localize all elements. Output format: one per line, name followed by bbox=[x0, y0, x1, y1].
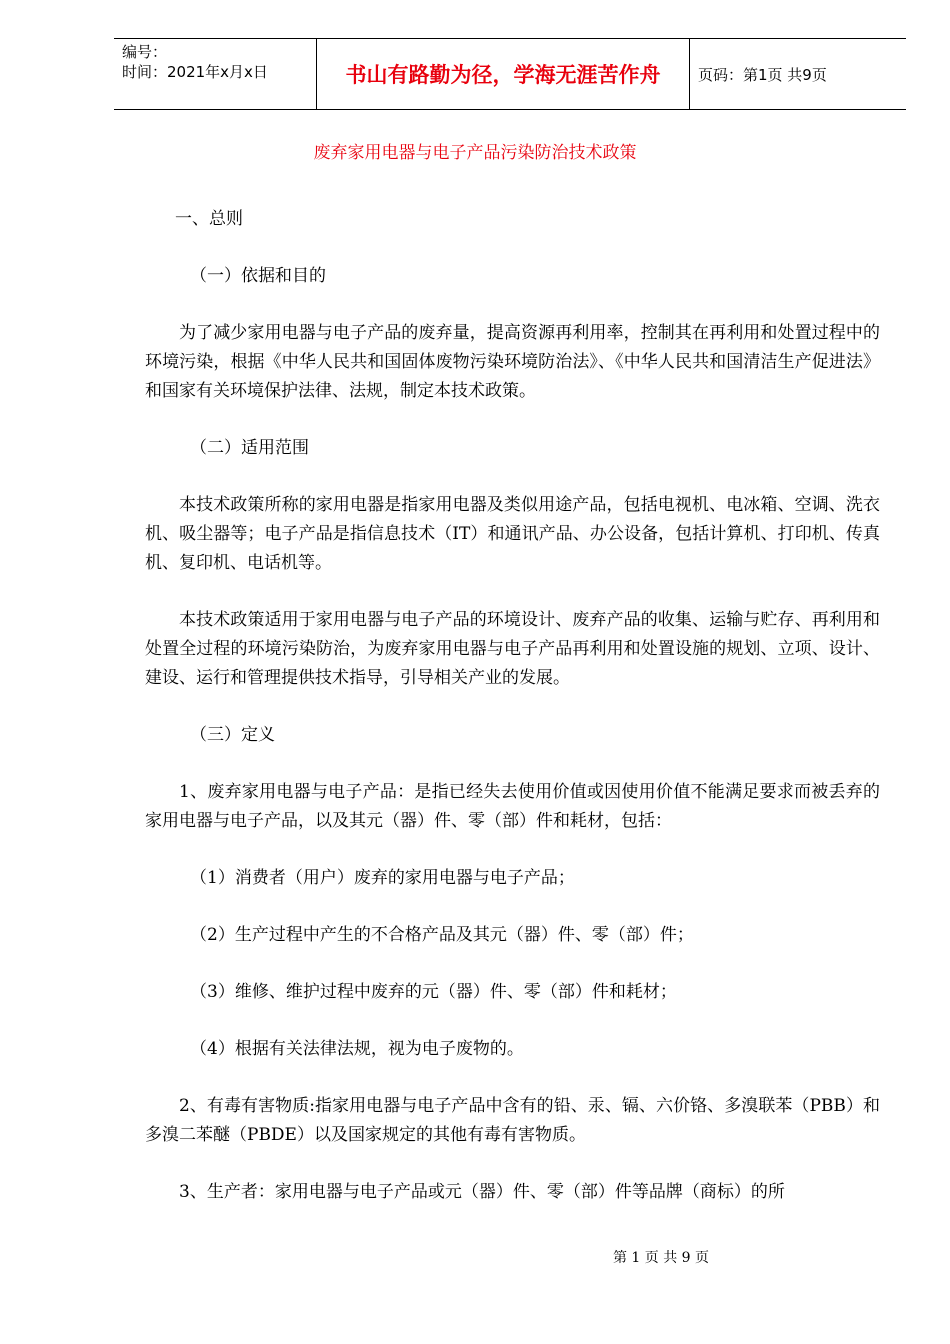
definition-subitem: （4）根据有关法律法规，视为电子废物的。 bbox=[190, 1039, 524, 1059]
subsection-heading: （一）依据和目的 bbox=[190, 266, 326, 286]
definition-item: 1、废弃家用电器与电子产品：是指已经失去使用价值或因使用价值不能满足要求而被丢弃的家用电器与电子产品，以及其元（器）件、零（部）件和耗材，包括： bbox=[145, 782, 880, 831]
time-label: 时间：2021年x月x日 bbox=[122, 63, 268, 81]
page-footer bbox=[0, 1247, 950, 1267]
definition-subitem: （3）维修、维护过程中废弃的元（器）件、零（部）件和耗材； bbox=[190, 982, 677, 1002]
document-body bbox=[145, 205, 880, 1235]
page-header bbox=[114, 38, 906, 110]
serial-label: 编号： bbox=[122, 43, 168, 61]
definition-item: 2、有毒有害物质:指家用电器与电子产品中含有的铅、汞、镉、六价铬、多溴联苯（PBB）和多溴二苯醚（PBDE）以及国家规定的其他有毒有害物质。 bbox=[145, 1096, 880, 1145]
definition-subitem: （2）生产过程中产生的不合格产品及其元（器）件、零（部）件； bbox=[190, 925, 694, 945]
paragraph: 本技术政策所称的家用电器是指家用电器及类似用途产品，包括电视机、电冰箱、空调、洗衣机、吸尘器等；电子产品是指信息技术（IT）和通讯产品、办公设备，包括计算机、打印机、传真机、复印机、电话机等。 bbox=[145, 495, 880, 573]
paragraph: 为了减少家用电器与电子产品的废弃量，提高资源再利用率，控制其在再利用和处置过程中的环境污染，根据《中华人民共和国固体废物污染环境防治法》、《中华人民共和国清洁生产促进法》和国家有关环境保护法律、法规，制定本技术政策。 bbox=[145, 323, 880, 401]
section-heading: 一、总则 bbox=[175, 209, 243, 229]
footer-page-number: 第 1 页 共 9 页 bbox=[612, 1250, 710, 1266]
paragraph: 本技术政策适用于家用电器与电子产品的环境设计、废弃产品的收集、运输与贮存、再利用和处置全过程的环境污染防治，为废弃家用电器与电子产品再利用和处置设施的规划、立项、设计、建设、运行和管理提供技术指导，引导相关产业的发展。 bbox=[145, 610, 880, 688]
header-motto: 书山有路勤为径，学海无涯苦作舟 bbox=[317, 39, 690, 109]
subsection-heading: （二）适用范围 bbox=[190, 438, 309, 458]
header-meta-cell bbox=[114, 39, 317, 109]
definition-subitem: （1）消费者（用户）废弃的家用电器与电子产品； bbox=[190, 868, 575, 888]
document-title: 废弃家用电器与电子产品污染防治技术政策 bbox=[313, 143, 637, 163]
subsection-heading: （三）定义 bbox=[190, 725, 275, 745]
definition-item: 3、生产者：家用电器与电子产品或元（器）件、零（部）件等品牌（商标）的所 bbox=[179, 1182, 785, 1202]
header-page-info: 页码：第1页 共9页 bbox=[698, 65, 827, 84]
